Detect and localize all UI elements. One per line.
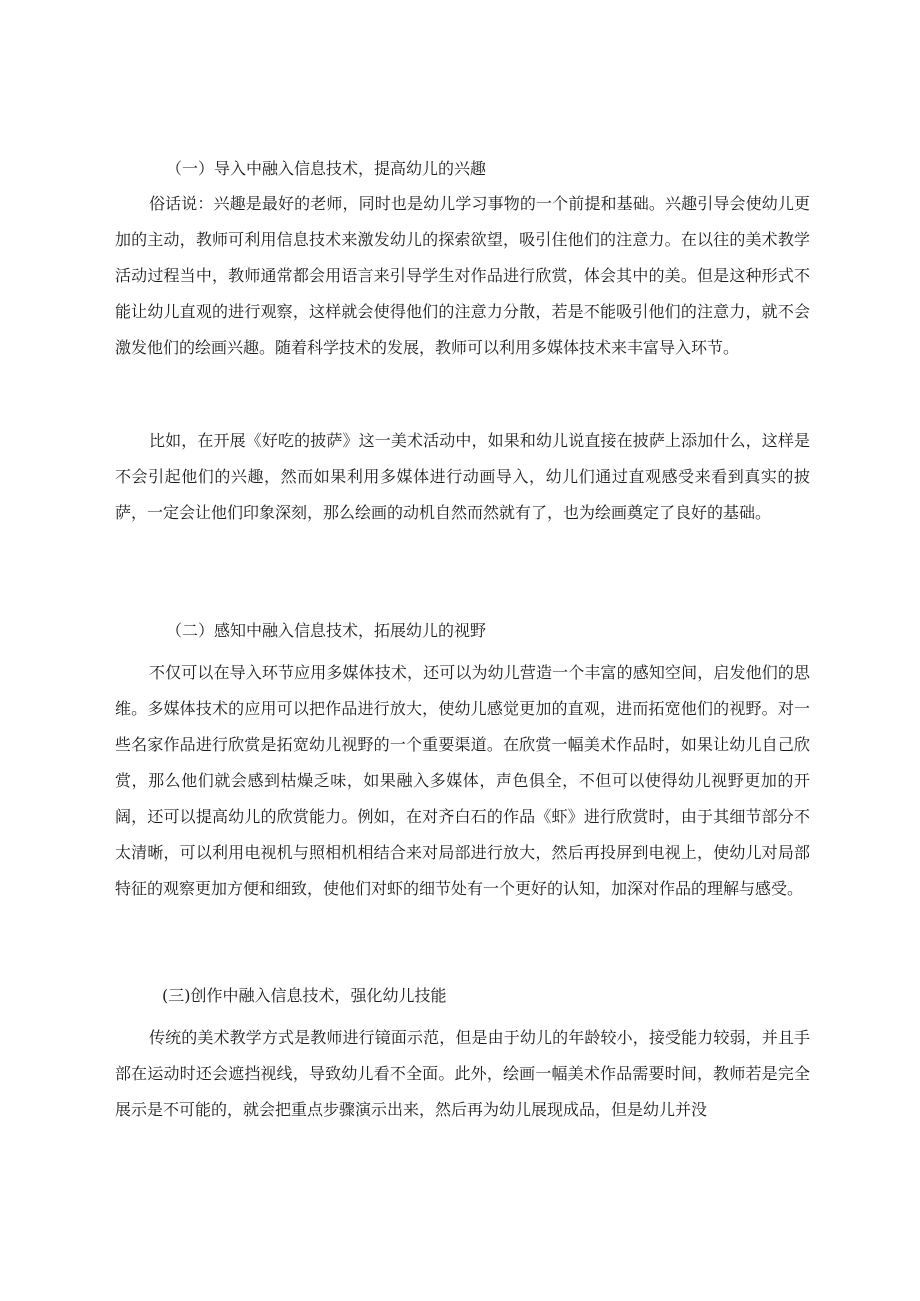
section-heading-1: （一）导入中融入信息技术，提高幼儿的兴趣 — [166, 159, 487, 178]
paragraph: 俗话说：兴趣是最好的老师，同时也是幼儿学习事物的一个前提和基础。兴趣引导会使幼儿更加的主动，教师可利用信息技术来激发幼儿的探索欲望，吸引住他们的注意力。在以往的美术教学活动过程当中，教师通常都会用语言来引导学生对作品进行欣赏，体会其中的美。但是这种形式不能让幼儿直观的进行观察，这样就会使得他们的注意力分散，若是不能吸引他们的注意力，就不会激发他们的绘画兴趣。随着科学技术的发展，教师可以利用多媒体技术来丰富导入环节。 — [115, 194, 810, 357]
section-heading-2: （二）感知中融入信息技术，拓展幼儿的视野 — [166, 621, 487, 640]
paragraph: 传统的美术教学方式是教师进行镜面示范，但是由于幼儿的年龄较小，接受能力较弱，并且手部在运动时还会遮挡视线，导致幼儿看不全面。此外，绘画一幅美术作品需要时间，教师若是完全展示是不可能的，就会把重点步骤演示出来，然后再为幼儿展现成品，但是幼儿并没 — [115, 1028, 810, 1119]
section-heading-3: (三)创作中融入信息技术，强化幼儿技能 — [162, 986, 447, 1005]
paragraph: 比如，在开展《好吃的披萨》这一美术活动中，如果和幼儿说直接在披萨上添加什么，这样是不会引起他们的兴趣，然而如果利用多媒体进行动画导入，幼儿们通过直观感受来看到真实的披萨，一定会让他们印象深刻，那么绘画的动机自然而然就有了，也为绘画奠定了良好的基础。 — [115, 431, 810, 522]
paragraph: 不仅可以在导入环节应用多媒体技术，还可以为幼儿营造一个丰富的感知空间，启发他们的思维。多媒体技术的应用可以把作品进行放大，使幼儿感觉更加的直观，进而拓宽他们的视野。对一些名家作品进行欣赏是拓宽幼儿视野的一个重要渠道。在欣赏一幅美术作品时，如果让幼儿自己欣赏，那么他们就会感到枯燥乏味，如果融入多媒体，声色俱全，不但可以使得幼儿视野更加的开阔，还可以提高幼儿的欣赏能力。例如，在对齐白石的作品《虾》进行欣赏时，由于其细节部分不太清晰，可以利用电视机与照相机相结合来对局部进行放大，然后再投屏到电视上，使幼儿对局部特征的观察更加方便和细致，使他们对虾的细节处有一个更好的认知，加深对作品的理解与感受。 — [115, 663, 810, 898]
